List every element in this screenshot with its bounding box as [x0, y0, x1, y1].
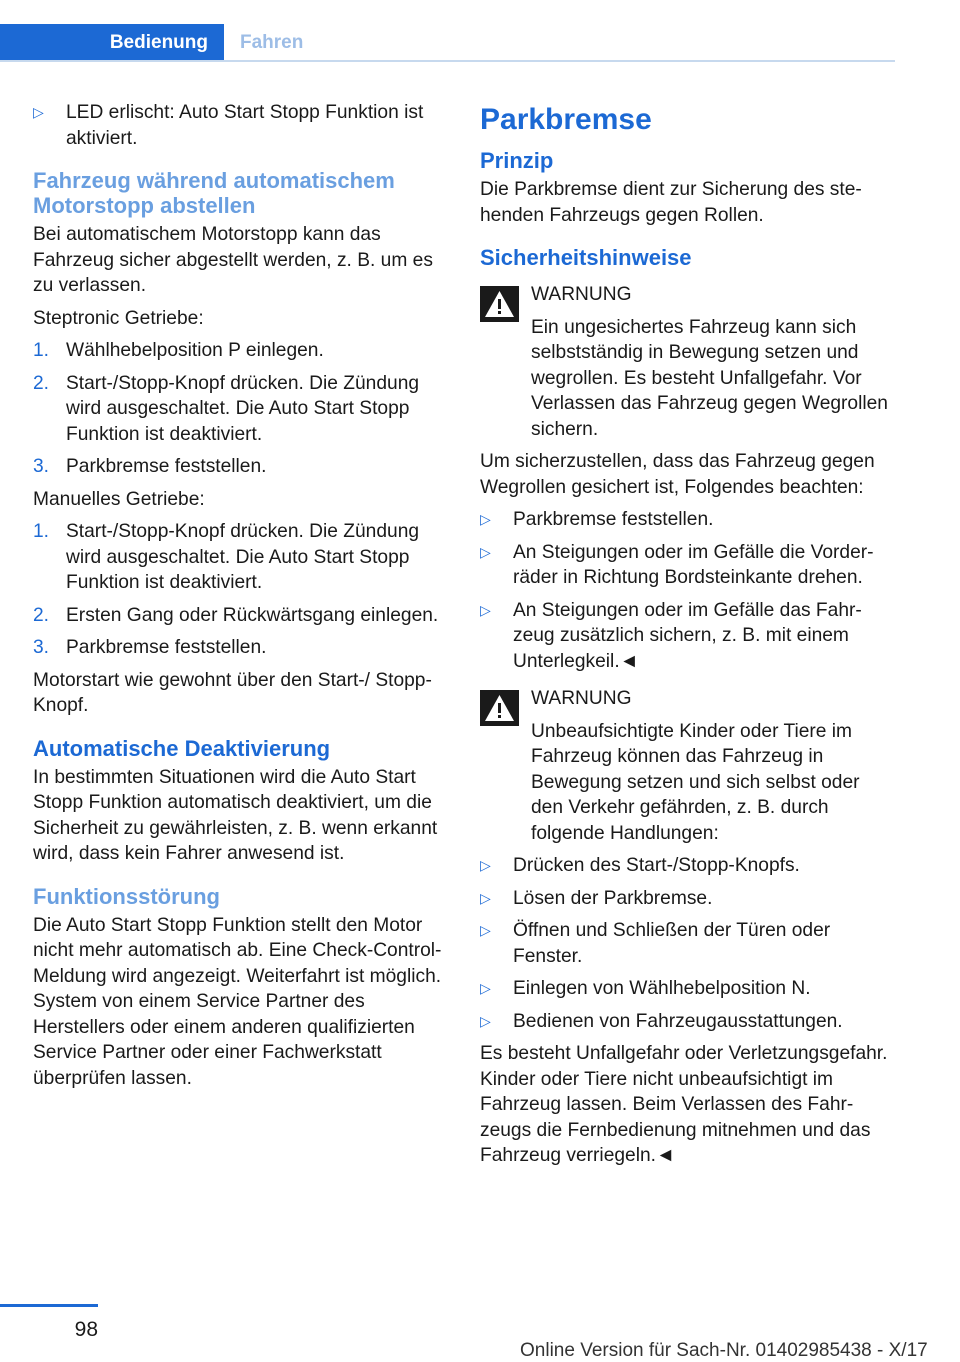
page-number: 98	[74, 1318, 98, 1341]
list-item: ▷ Lösen der Parkbremse.	[480, 886, 896, 912]
section-title-sicherheit: Sicherheitshinweise	[480, 245, 692, 270]
section-title-motorstopp: Fahrzeug während automatischem Motorstopp abstellen	[33, 168, 395, 218]
paragraph: In bestimmten Situationen wird die Auto Start Stopp Funktion automatisch deaktiviert, um die Sicherheit zu gewährleisten, z. B. wenn erkannt wird, dass kein Fahrer anwesend ist.	[33, 766, 438, 864]
paragraph: Um sicherzustellen, dass das Fahrzeug gegen Wegrollen gesichert ist, Folgendes beachten:	[480, 451, 875, 498]
warning-label: WARNUNG	[531, 688, 632, 709]
list-item: ▷ Öffnen und Schließen der Türen oder Fenster.	[480, 920, 831, 967]
section-title-prinzip: Prinzip	[480, 148, 554, 173]
triangle-bullet-icon: ▷	[480, 511, 491, 527]
manual-steps	[33, 519, 447, 661]
triangle-bullet-icon: ▷	[480, 889, 491, 906]
warning-block	[480, 282, 896, 442]
warning-text: Ein ungesichertes Fahrzeug kann sich selbstständig in Bewegung setzen und wegrollen. Es besteht Unfallgefahr. Vor Verlassen das Fahrzeug gegen Wegrollen sichern.	[531, 316, 888, 440]
triangle-bullet-icon: ▷	[33, 104, 44, 120]
manual-label: Manuelles Getriebe:	[33, 488, 205, 510]
triangle-bullet-icon: ▷	[480, 922, 491, 938]
warning2-bullets	[480, 853, 896, 1034]
tab-fahren[interactable]: Fahren	[240, 32, 304, 53]
triangle-bullet-icon: ▷	[480, 601, 491, 618]
warning-label: WARNUNG	[531, 284, 632, 305]
triangle-bullet-icon: ▷	[480, 1012, 491, 1029]
section-title-funktionsstoerung: Funktionsstörung	[33, 883, 220, 909]
paragraph: Die Parkbremse dient zur Sicherung des stehenden Fahrzeugs gegen Rollen.	[480, 179, 862, 226]
list-item: 3. Parkbremse feststellen.	[33, 456, 267, 477]
list-item: 2. Start-/Stopp-Knopf drücken. Die Zündung wird ausgeschaltet. Die Auto Start Stopp Funktion ist deaktiviert.	[33, 372, 420, 445]
led-bullet-list	[33, 100, 447, 151]
warning-triangle-icon	[480, 690, 519, 726]
online-version-label: Online Version für Sach-Nr. 01402985438 - X/17	[520, 1340, 928, 1361]
warning-triangle-icon	[480, 286, 519, 322]
triangle-bullet-icon: ▷	[480, 543, 491, 560]
steptronic-steps	[33, 338, 447, 480]
warning-block	[480, 686, 896, 846]
list-item: 1. Wählhebelposition P einlegen.	[33, 340, 324, 361]
list-item: ▷ An Steigungen oder im Gefälle die Vorderräder in Richtung Bordsteinkante drehen.	[480, 541, 874, 588]
triangle-bullet-icon: ▷	[480, 980, 491, 996]
list-item: ▷ LED erlischt: Auto Start Stopp Funktion ist aktiviert.	[33, 102, 424, 149]
triangle-bullet-icon: ▷	[480, 857, 491, 873]
page-title: Parkbremse	[480, 103, 652, 136]
section-title-deaktivierung: Automatische Deaktivierung	[33, 735, 331, 761]
paragraph: Die Auto Start Stopp Funktion stellt den Motor nicht mehr automatisch ab. Eine Check-Control-Meldung wird angezeigt. Weiterfahrt ist möglich. System von einem Service Partner des Herstellers oder einem anderen qualifizierten Service Partner oder einer Fachwerkstatt überprüfen lassen.	[33, 914, 442, 1089]
footer-divider	[0, 1304, 98, 1307]
paragraph: Bei automatischem Motorstopp kann das Fahrzeug sicher abgestellt werden, z. B. um es zu verlassen.	[33, 224, 433, 296]
list-item: ▷ Bedienen von Fahrzeugausstattungen.	[480, 1009, 896, 1035]
list-item: ▷ Einlegen von Wählhebelposition N.	[480, 976, 896, 1002]
warning1-bullets	[480, 507, 896, 674]
list-item: ▷ Parkbremse feststellen.	[480, 507, 896, 533]
left-column	[33, 100, 447, 1098]
header-divider	[0, 60, 895, 62]
list-item: 1. Start-/Stopp-Knopf drücken. Die Zündung wird ausgeschaltet. Die Auto Start Stopp Funktion ist deaktiviert.	[33, 521, 420, 593]
list-item: ▷ An Steigungen oder im Gefälle das Fahrzeug zusätzlich sichern, z. B. mit einem Unterlegkeil.◄	[480, 599, 862, 672]
paragraph: Es besteht Unfallgefahr oder Verletzungsgefahr. Kinder oder Tiere nicht unbeaufsichtigt im Fahrzeug lassen. Beim Verlassen des Fahrzeugs die Fernbedienung mitnehmen und das Fahrzeug verriegeln.◄	[480, 1043, 888, 1166]
warning-text: Unbeaufsichtigte Kinder oder Tiere im Fahrzeug können das Fahrzeug in Bewegung setzen und sich selbst oder den Verkehr gefährden, z. B. durch folgende Handlungen:	[531, 720, 860, 844]
list-item: 2. Ersten Gang oder Rückwärtsgang einlegen.	[33, 604, 439, 626]
list-item: 3. Parkbremse feststellen.	[33, 637, 267, 658]
list-item: ▷ Drücken des Start-/Stopp-Knopfs.	[480, 853, 896, 879]
tab-bedienung[interactable]: Bedienung	[0, 24, 224, 62]
steptronic-label: Steptronic Getriebe:	[33, 307, 204, 329]
paragraph: Motorstart wie gewohnt über den Start-/ Stopp-Knopf.	[33, 669, 432, 716]
right-column	[480, 100, 896, 1176]
